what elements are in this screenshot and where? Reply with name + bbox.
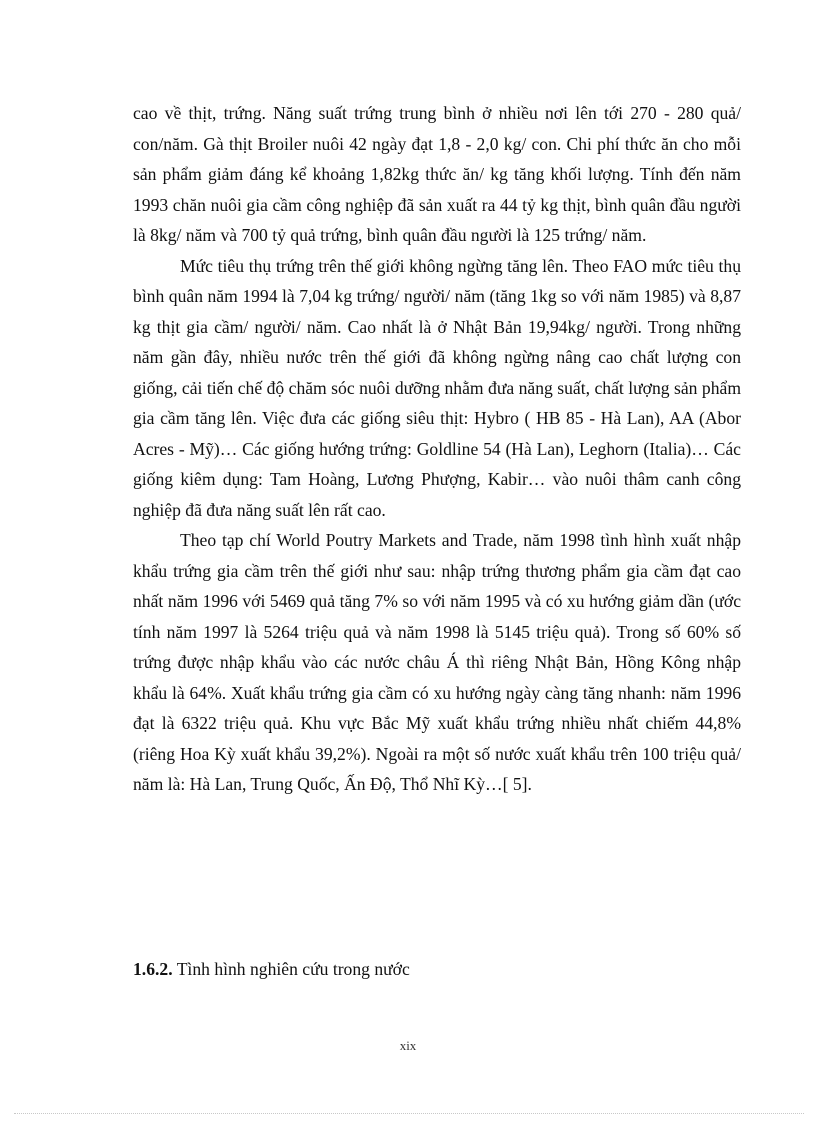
- page-number: xix: [399, 1038, 417, 1053]
- paragraph-2: Mức tiêu thụ trứng trên thế giới không ngừng tăng lên. Theo FAO mức tiêu thụ bình quân năm 1994 là 7,04 kg trứng/ người/ năm (tăng 1kg so với năm 1985) và 8,87 kg thịt gia cầm/ người/ năm. Cao nhất là ở Nhật Bản 19,94kg/ người. Trong những năm gần đây, nhiều nước trên thế giới đã không ngừng nâng cao chất lượng con giống, cải tiến chế độ chăm sóc nuôi dưỡng nhằm đưa năng suất, chất lượng sản phẩm gia cầm tăng lên. Việc đưa các giống siêu thịt: Hybro ( HB 85 - Hà Lan), AA (Abor Acres - Mỹ)… Các giống hướng trứng: Goldline 54 (Hà Lan), Leghorn (Italia)… Các giống kiêm dụng: Tam Hoàng, Lương Phượng, Kabir… vào nuôi thâm canh công nghiệp đã đưa năng suất lên rất cao.: [133, 255, 741, 520]
- paragraph-3: Theo tạp chí World Poutry Markets and Trade, năm 1998 tình hình xuất nhập khẩu trứng gia cầm trên thế giới như sau: nhập trứng thương phẩm gia cầm đạt cao nhất năm 1996 với 5469 quả tăng 7% so với năm 1995 và có xu hướng giảm dần (ước tính năm 1997 là 5264 triệu quả và năm 1998 là 5145 triệu quả). Trong số 60% số trứng được nhập khẩu vào các nước châu Á thì riêng Nhật Bản, Hồng Kông nhập khẩu là 64%. Xuất khẩu trứng gia cầm có xu hướng ngày càng tăng nhanh: năm 1996 đạt là 6322 triệu quả. Khu vực Bắc Mỹ xuất khẩu trứng nhiều nhất chiếm 44,8% (riêng Hoa Kỳ xuất khẩu 39,2%). Ngoài ra một số nước xuất khẩu trên 100 triệu quả/ năm là: Hà Lan, Trung Quốc, Ấn Độ, Thổ Nhĩ Kỳ…[ 5].: [133, 530, 741, 794]
- section-heading: [133, 954, 410, 984]
- section-number: 1.6.2.: [133, 959, 173, 979]
- section-title: Tình hình nghiên cứu trong nước: [176, 959, 410, 979]
- page-bottom-divider: [14, 1113, 804, 1114]
- body-text: [133, 98, 741, 800]
- paragraph-1: cao về thịt, trứng. Năng suất trứng trung bình ở nhiều nơi lên tới 270 - 280 quả/ con/năm. Gà thịt Broiler nuôi 42 ngày đạt 1,8 - 2,0 kg/ con. Chi phí thức ăn cho mỗi sản phẩm giảm đáng kể khoảng 1,82kg thức ăn/ kg tăng khối lượng. Tính đến năm 1993 chăn nuôi gia cầm công nghiệp đã sản xuất ra 44 tỷ kg thịt, bình quân đầu người là 8kg/ năm và 700 tỷ quả trứng, bình quân đầu người là 125 trứng/ năm.: [133, 103, 741, 245]
